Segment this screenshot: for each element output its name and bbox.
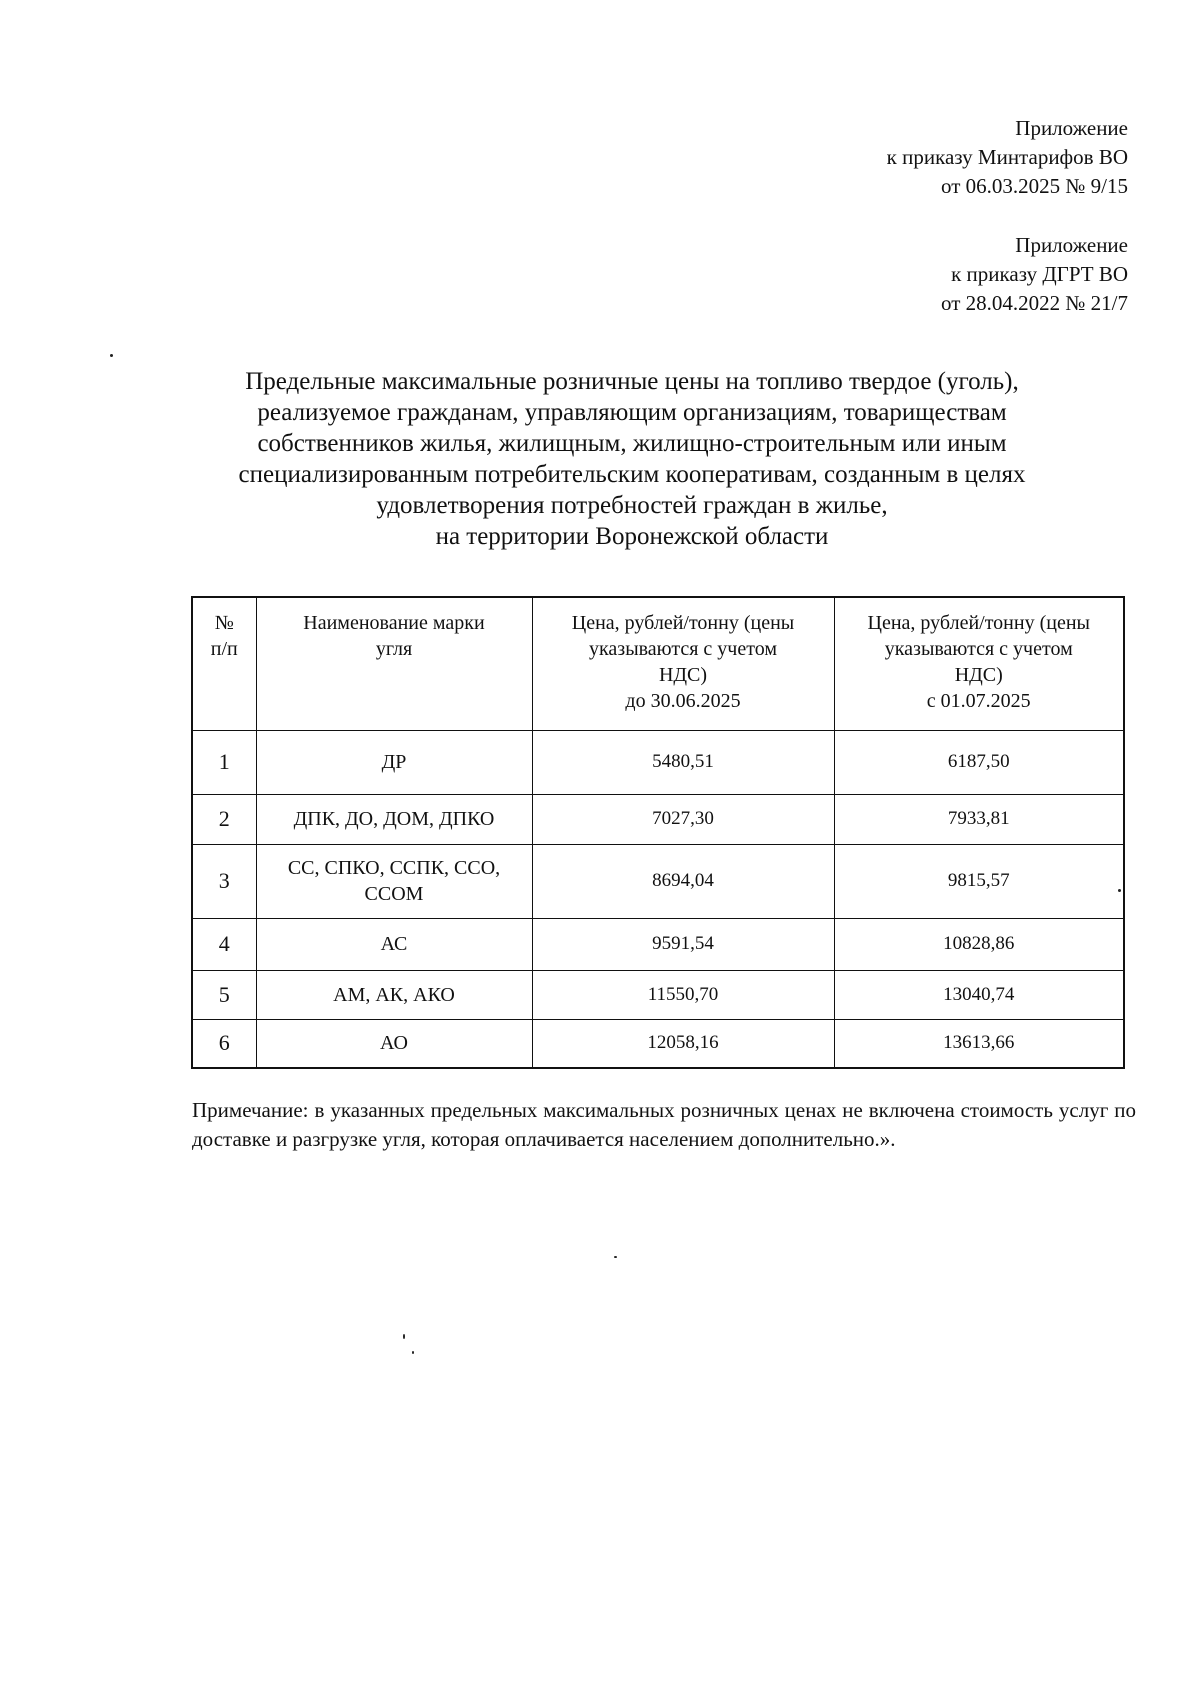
coal-grade: ДПК, ДО, ДОМ, ДПКО: [256, 794, 532, 844]
row-num: 1: [192, 730, 256, 794]
annex-label: Приложение: [1015, 116, 1128, 140]
row-num: 3: [192, 844, 256, 918]
title-line: специализированным потребительским кооперативам, созданным в целях: [238, 461, 1026, 488]
annex-order-date: от 06.03.2025 № 9/15: [940, 174, 1128, 198]
header-price-from: Цена, рублей/тонну (цены указываются с учетом НДС) с 01.07.2025: [834, 597, 1124, 730]
table-header-row: [192, 597, 1124, 730]
coal-grade: АО: [256, 1019, 532, 1068]
scan-speck: [614, 1256, 617, 1258]
coal-price-table: [191, 596, 1125, 1069]
scan-speck: [110, 354, 113, 357]
row-num: 6: [192, 1019, 256, 1068]
price-until: 5480,51: [532, 730, 834, 794]
price-until: 11550,70: [532, 970, 834, 1019]
table-row: [192, 844, 1124, 918]
coal-grade: ДР: [256, 730, 532, 794]
price-until: 12058,16: [532, 1019, 834, 1068]
price-from: 10828,86: [834, 918, 1124, 970]
row-num: 2: [192, 794, 256, 844]
price-from: 6187,50: [834, 730, 1124, 794]
coal-grade: АМ, АК, АКО: [256, 970, 532, 1019]
row-num: 5: [192, 970, 256, 1019]
header-coal-grade: Наименование марки угля: [256, 597, 532, 730]
title-line: реализуемое гражданам, управляющим организациям, товариществам: [257, 399, 1007, 426]
price-until: 7027,30: [532, 794, 834, 844]
annex-order-ref: к приказу Минтарифов ВО: [886, 145, 1128, 169]
header-num: № п/п: [192, 597, 256, 730]
table-row: [192, 918, 1124, 970]
scan-speck: [1118, 889, 1121, 892]
scan-speck: [412, 1351, 414, 1354]
annex-label: Приложение: [1015, 233, 1128, 257]
title-line: Предельные максимальные розничные цены на топливо твердое (уголь),: [245, 368, 1019, 395]
annex-order-date: от 28.04.2022 № 21/7: [940, 291, 1128, 315]
price-until: 8694,04: [532, 844, 834, 918]
price-from: 13613,66: [834, 1019, 1124, 1068]
annex-order-ref: к приказу ДГРТ ВО: [951, 262, 1128, 286]
scan-speck: [403, 1334, 405, 1339]
row-num: 4: [192, 918, 256, 970]
price-from: 13040,74: [834, 970, 1124, 1019]
table-row: [192, 970, 1124, 1019]
annex-header-mintarif: [887, 114, 1128, 201]
coal-grade: СС, СПКО, ССПК, ССО, ССОМ: [256, 844, 532, 918]
header-price-until: Цена, рублей/тонну (цены указываются с учетом НДС) до 30.06.2025: [532, 597, 834, 730]
table-row: [192, 1019, 1124, 1068]
title-line: на территории Воронежской области: [435, 523, 829, 550]
price-from: 9815,57: [834, 844, 1124, 918]
table-row: [192, 794, 1124, 844]
document-title: [192, 366, 1072, 552]
price-until: 9591,54: [532, 918, 834, 970]
price-from: 7933,81: [834, 794, 1124, 844]
annex-header-dgrt: [941, 231, 1128, 318]
price-note: Примечание: в указанных предельных максимальных розничных ценах не включена стоимость услуг по доставке и разгрузке угля, которая оплачивается населением дополнительно.».: [192, 1098, 1136, 1151]
title-line: собственников жилья, жилищным, жилищно-строительным или иным: [257, 430, 1007, 457]
table-row: [192, 730, 1124, 794]
coal-grade: АС: [256, 918, 532, 970]
title-line: удовлетворения потребностей граждан в жилье,: [376, 492, 888, 519]
